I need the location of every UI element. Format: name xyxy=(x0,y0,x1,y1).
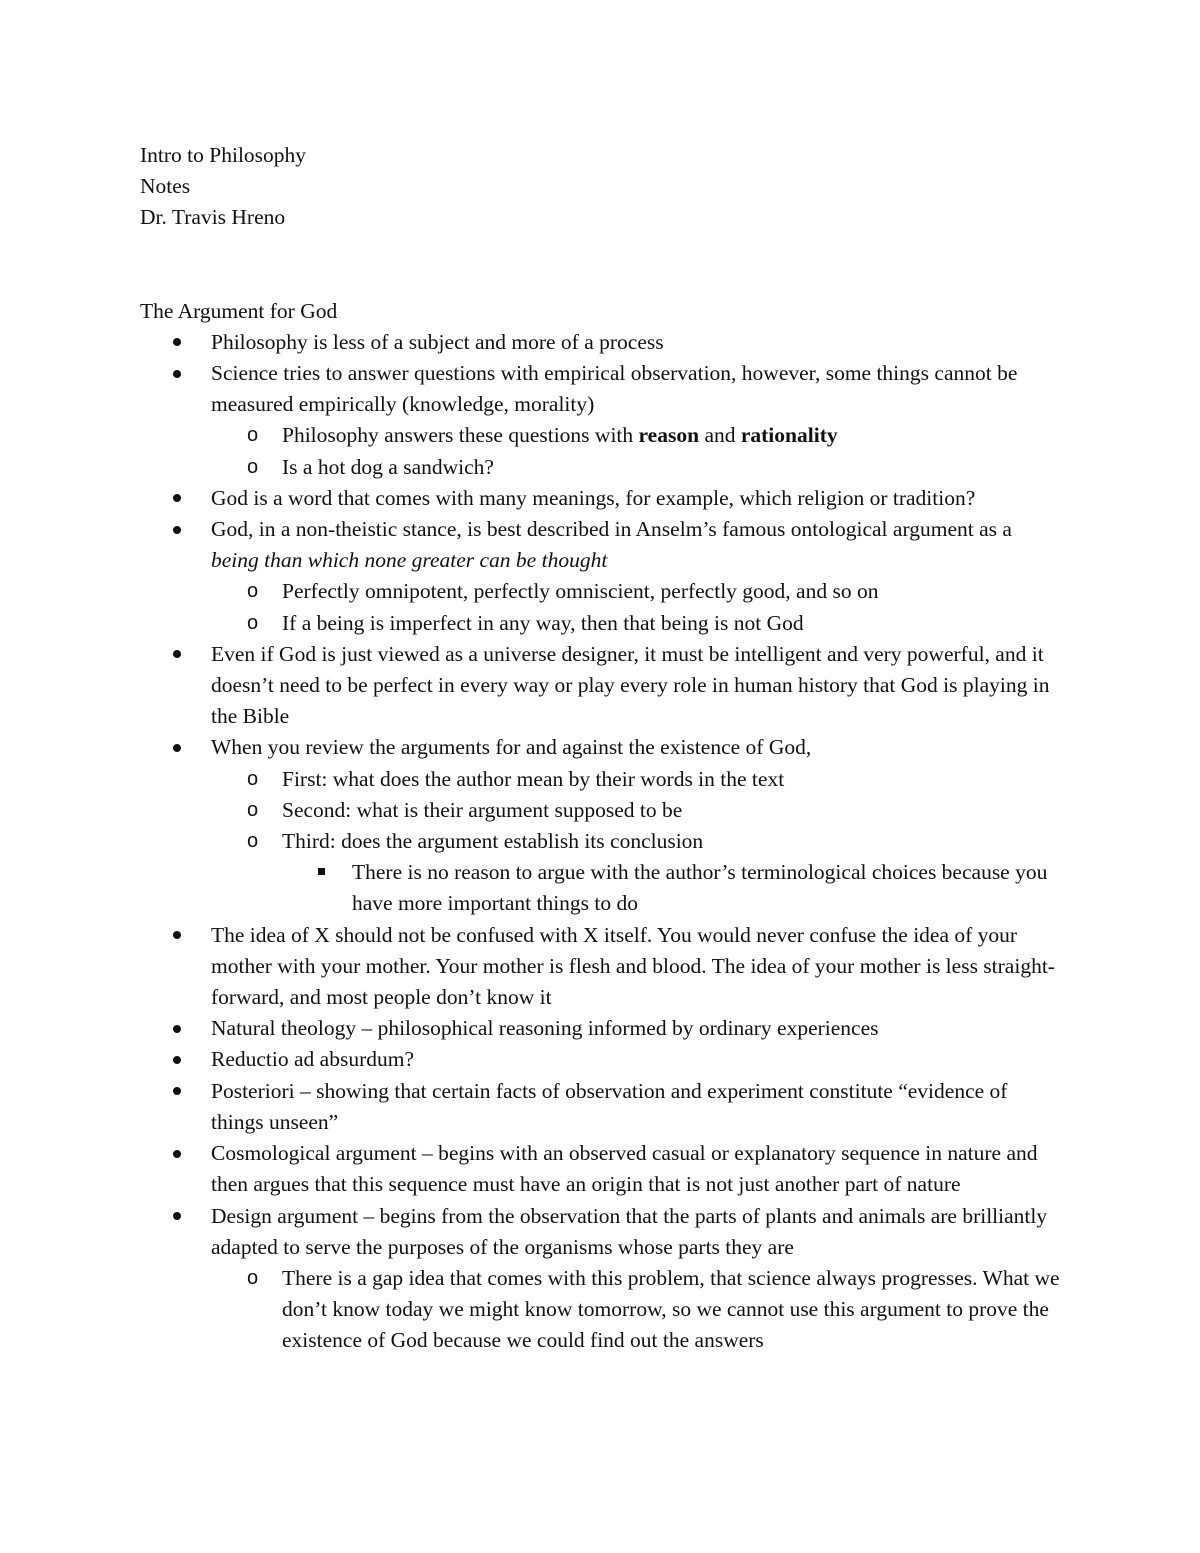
list-item-text: Reductio ad absurdum? xyxy=(211,1047,415,1072)
list-item-text: Is a hot dog a sandwich? xyxy=(282,454,494,479)
sub-list-item xyxy=(140,764,1065,795)
bullet-icon xyxy=(173,483,181,514)
bold-term-reason: reason xyxy=(638,423,700,448)
sub-bullet-icon: o xyxy=(247,798,259,821)
list-item xyxy=(140,483,1065,514)
bullet-icon xyxy=(173,514,181,545)
bullet-icon xyxy=(173,358,181,389)
list-item-text: Philosophy answers these questions with xyxy=(282,423,639,448)
italic-definition: being than which none greater can be thought xyxy=(211,548,608,573)
list-item-text: Science tries to answer questions with empirical observation, however, some things cannot be measured empirically (knowledge, morality) xyxy=(211,361,1018,417)
sub-bullet-icon: o xyxy=(247,1266,259,1289)
sub-bullet-icon: o xyxy=(247,767,259,790)
sub-bullet-icon: o xyxy=(247,455,259,478)
sub-bullet-icon: o xyxy=(247,424,259,447)
list-item-text: Natural theology – philosophical reasoning informed by ordinary experiences xyxy=(211,1016,879,1041)
list-item xyxy=(140,1044,1065,1075)
sub-bullet-icon: o xyxy=(247,611,259,634)
course-title: Intro to Philosophy xyxy=(140,143,307,167)
sub-list-item xyxy=(140,795,1065,826)
list-item-text: First: what does the author mean by their words in the text xyxy=(282,766,785,791)
bullet-icon xyxy=(173,639,181,670)
instructor-name: Dr. Travis Hreno xyxy=(140,205,286,230)
notes-list xyxy=(140,327,1065,1357)
list-item xyxy=(140,1201,1065,1263)
sub-bullet-icon: o xyxy=(247,830,259,853)
sub-list-item xyxy=(140,576,1065,607)
list-item xyxy=(140,1013,1065,1044)
sub-sub-list-item xyxy=(140,857,1065,919)
list-item xyxy=(140,1138,1065,1200)
list-item-text: The idea of X should not be confused with X itself. You would never confuse the idea of your mother with your mother. Your mother is flesh and blood. The idea of your mother is less straight-forward, and most people don’t know it xyxy=(211,922,1055,1010)
list-item-text: Posteriori – showing that certain facts of observation and experiment constitute “evidence of things unseen” xyxy=(211,1078,1008,1134)
list-item-text: God is a word that comes with many meanings, for example, which religion or tradition? xyxy=(211,485,976,510)
list-item-text: There is a gap idea that comes with this problem, that science always progresses. What we don’t know today we might know tomorrow, so we cannot use this argument to prove the existence of God because we could find out the answers xyxy=(282,1265,1060,1353)
header-spacer xyxy=(140,234,1065,296)
list-item-text: Cosmological argument – begins with an observed casual or explanatory sequence in nature and then argues that this sequence must have an origin that is not just another part of nature xyxy=(211,1141,1038,1197)
bullet-icon xyxy=(173,920,181,951)
list-item xyxy=(140,1076,1065,1138)
list-item xyxy=(140,327,1065,358)
document-body xyxy=(140,140,1065,1357)
document-type: Notes xyxy=(140,174,191,199)
sub-list-item xyxy=(140,420,1065,451)
list-item-text: If a being is imperfect in any way, then that being is not God xyxy=(282,610,804,635)
list-item-text: Even if God is just viewed as a universe designer, it must be intelligent and very powerful, and it doesn’t need to be perfect in every way or play every role in human history that God is playing in the Bible xyxy=(211,641,1050,729)
list-item xyxy=(140,358,1065,420)
list-item-text: Perfectly omnipotent, perfectly omniscient, perfectly good, and so on xyxy=(282,579,879,604)
bold-term-rationality: rationality xyxy=(740,423,838,448)
list-item-text: Philosophy is less of a subject and more of a process xyxy=(211,329,664,354)
list-item-text: God, in a non-theistic stance, is best described in Anselm’s famous ontological argument as a xyxy=(211,517,1012,542)
square-bullet-icon xyxy=(318,857,325,888)
list-item xyxy=(140,920,1065,1014)
section-title: The Argument for God xyxy=(140,298,338,323)
list-item xyxy=(140,639,1065,733)
list-item-text: There is no reason to argue with the author’s terminological choices because you have more important things to do xyxy=(352,860,1048,916)
sub-list-item xyxy=(140,608,1065,639)
bullet-icon xyxy=(173,732,181,763)
list-item xyxy=(140,732,1065,763)
bullet-icon xyxy=(173,1076,181,1107)
list-item-text: When you review the arguments for and against the existence of God, xyxy=(211,735,812,760)
bullet-icon xyxy=(173,327,181,358)
bullet-icon xyxy=(173,1013,181,1044)
bullet-icon xyxy=(173,1201,181,1232)
bullet-icon xyxy=(173,1138,181,1169)
bullet-icon xyxy=(173,1044,181,1075)
list-item-text: Third: does the argument establish its conclusion xyxy=(282,829,704,854)
list-item-text: Second: what is their argument supposed to be xyxy=(282,797,683,822)
sub-list-item xyxy=(140,452,1065,483)
sub-list-item xyxy=(140,1263,1065,1357)
sub-bullet-icon: o xyxy=(247,580,259,603)
list-item-text: and xyxy=(699,423,741,448)
list-item-text: Design argument – begins from the observation that the parts of plants and animals are brilliantly adapted to serve the purposes of the organisms whose parts they are xyxy=(211,1203,1048,1259)
list-item xyxy=(140,514,1065,576)
sub-list-item xyxy=(140,826,1065,857)
